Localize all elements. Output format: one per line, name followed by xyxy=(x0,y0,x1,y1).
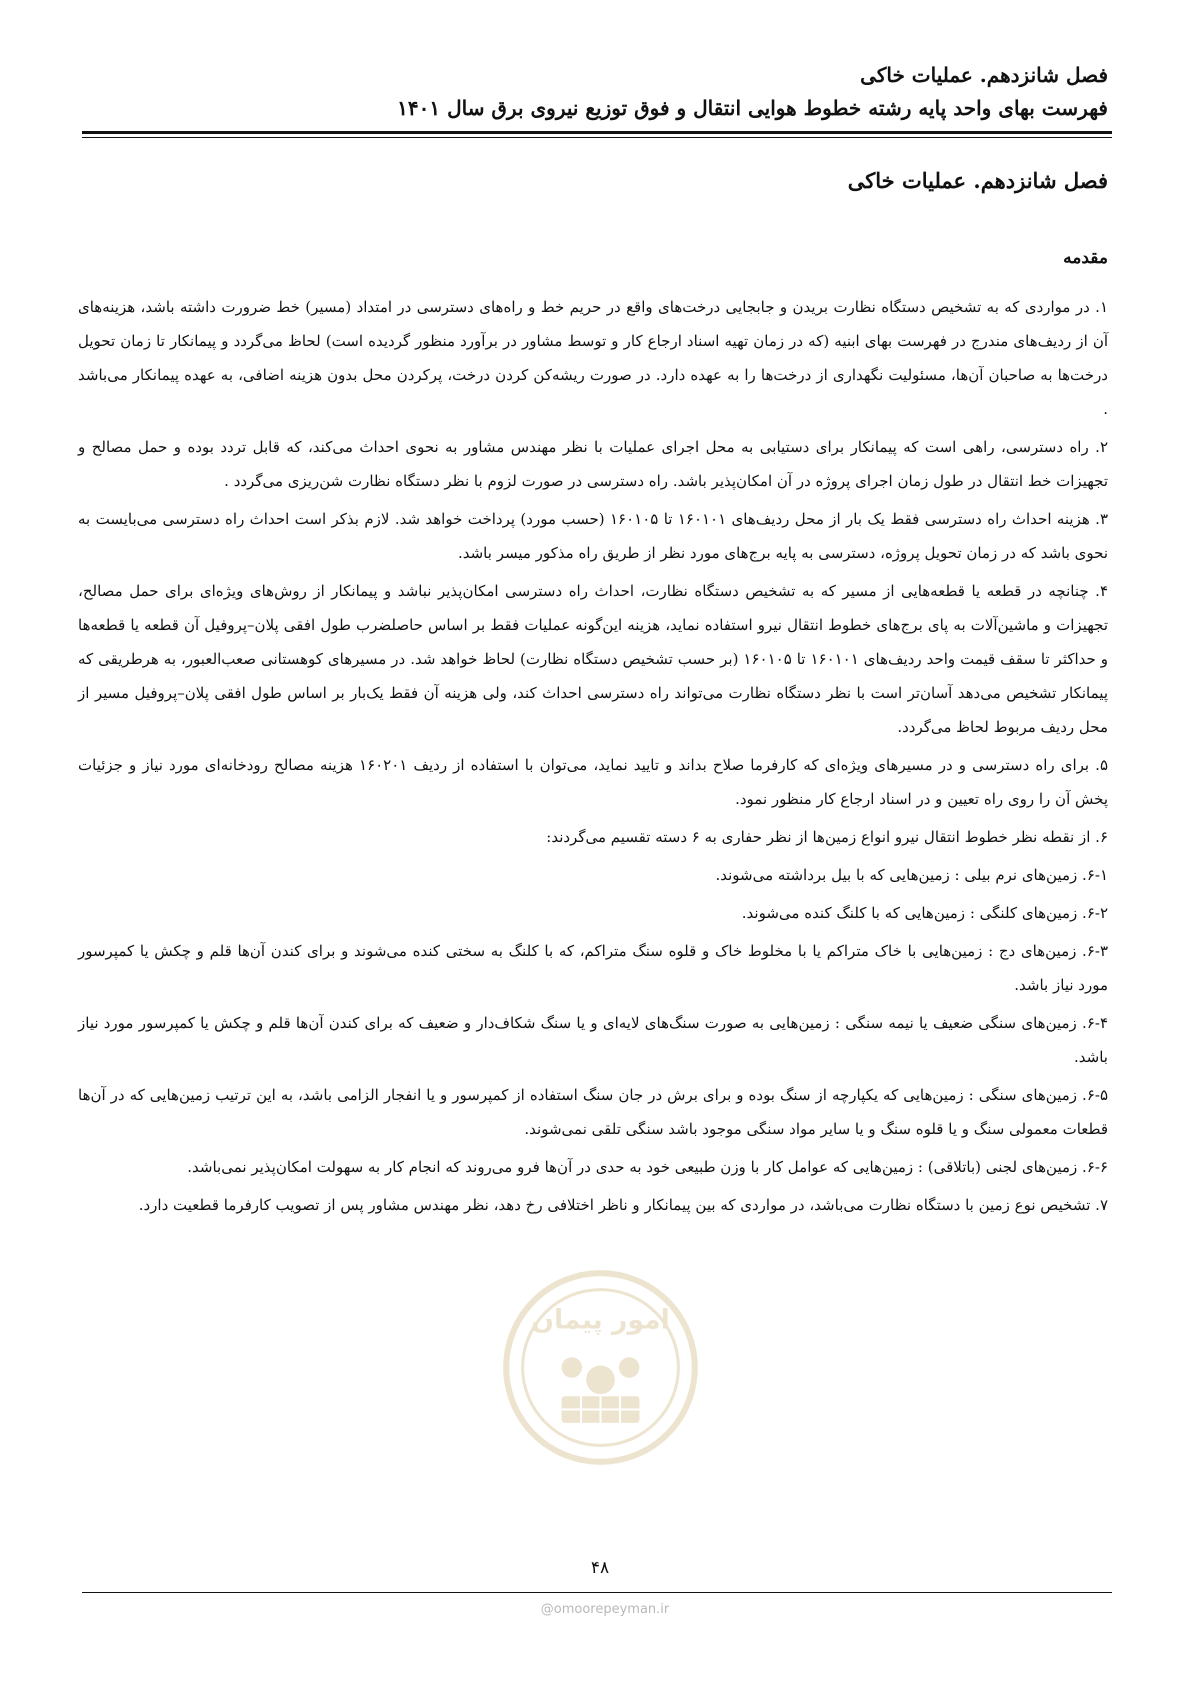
header-rule-thick xyxy=(82,131,1112,134)
paragraph-5: ۵. برای راه دسترسی و در مسیرهای ویژه‌ای که کارفرما صلاح بداند و تایید نماید، می‌توان با استفاده از ردیف ۱۶۰۲۰۱ هزینه مصالح رودخانه‌ای مورد نیاز و جزئیات پخش آن را روی راه تعیین و در اسناد ارجاع کار منظور نمود. xyxy=(78,756,1109,808)
paragraph-1: ۱. در مواردی که به تشخیص دستگاه نظارت بریدن و جابجایی درخت‌های واقع در حریم خط و راه‌های دسترسی در امتداد (مسیر) خط ضرورت داشته باشد، هزینه‌های آن از ردیف‌های مندرج در فهرست بهای ابنیه (که در زمان تهیه اسناد ارجاع کار و توسط مشاور در برآورد منظور گردیده است) لحاظ می‌گردد و پیمانکار تا زمان تحویل درخت‌ها به صاحبان آن‌ها، مسئولیت نگهداری از درخت‌ها را به عهده دارد. در صورت ریشه‌کن کردن درخت، پرکردن محل بدون هزینه اضافی، به عهده پیمانکار می‌باشد . xyxy=(78,298,1108,418)
section-heading-introduction: مقدمه xyxy=(1063,248,1108,268)
paragraph-6-5: ۶-۵. زمین‌های سنگی : زمین‌هایی که یکپارچه از سنگ بوده و برای برش در جان سنگ استفاده از کمپرسور و یا انفجار الزامی باشد، به این ترتیب زمین‌هایی که در آن‌ها قطعات معمولی سنگ و یا قلوه سنگ و یا سایر مواد سنگی موجود باشد سنگی تلقی نمی‌شوند. xyxy=(78,1086,1108,1138)
paragraph-6-3: ۶-۳. زمین‌های دج : زمین‌هایی با خاک متراکم یا با مخلوط خاک و قلوه سنگ متراکم، که با کلنگ به سختی کنده می‌شوند و برای کندن آن‌ها قلم و چکش یا کمپرسور مورد نیاز باشد. xyxy=(78,942,1108,994)
paragraph-6-1: ۶-۱. زمین‌های نرم بیلی : زمین‌هایی که با بیل برداشته می‌شوند. xyxy=(715,866,1108,884)
seal-watermark-icon xyxy=(498,1265,703,1470)
paragraph-6-4: ۶-۴. زمین‌های سنگی ضعیف یا نیمه سنگی : زمین‌هایی به صورت سنگ‌های لایه‌ای و یا سنگ شکاف‌دار و ضعیف که برای کندن آن‌ها قلم و چکش یا کمپرسور مورد نیاز باشد. xyxy=(78,1014,1108,1066)
paragraph-6: ۶. از نقطه نظر خطوط انتقال نیرو انواع زمین‌ها از نظر حفاری به ۶ دسته تقسیم می‌گردند: xyxy=(546,828,1108,846)
paragraph-2: ۲. راه دسترسی، راهی است که پیمانکار برای دستیابی به محل اجرای عملیات با نظر مهندس مشاور به نحوی احداث می‌کند، که قابل تردد بوده و حمل مصالح و تجهیزات خط انتقال در طول زمان اجرای پروژه در آن امکان‌پذیر باشد. راه دسترسی در صورت لزوم با نظر دستگاه نظارت شن‌ریزی می‌گردد . xyxy=(78,438,1108,490)
running-header-chapter: فصل شانزدهم. عملیات خاکی xyxy=(860,63,1108,87)
paragraph-4: ۴. چنانچه در قطعه یا قطعه‌هایی از مسیر که به تشخیص دستگاه نظارت، احداث راه دسترسی امکان‌پذیر نباشد و پیمانکار از روش‌های ویژه‌ای برای حمل مصالح، تجهیزات و ماشین‌آلات به پای برج‌های خطوط انتقال نیرو استفاده نماید، هزینه این‌گونه عملیات فقط بر اساس حاصلضرب طول افقی پلان–پروفیل آن قطعه یا قطعه‌ها و حداکثر تا سقف قیمت واحد ردیف‌های ۱۶۰۱۰۱ تا ۱۶۰۱۰۵ (بر حسب تشخیص دستگاه نظارت) لحاظ خواهد شد. در مسیرهای کوهستانی صعب‌العبور، به هرطریقی که پیمانکار تشخیص می‌دهد آسان‌تر است با نظر دستگاه نظارت می‌تواند راه دسترسی احداث کند، ولی هزینه آن فقط یک‌بار بر اساس طول افقی پلان–پروفیل مسیر از محل ردیف مربوط لحاظ می‌گردد. xyxy=(78,582,1109,736)
footer-rule xyxy=(82,1592,1112,1593)
chapter-title: فصل شانزدهم. عملیات خاکی xyxy=(847,168,1108,193)
page-number: ۴۸ xyxy=(590,1558,610,1578)
paragraph-7: ۷. تشخیص نوع زمین با دستگاه نظارت می‌باشد، در مواردی که بین پیمانکار و ناظر اختلافی رخ دهد، نظر مهندس مشاور پس از تصویب کارفرما قطعیت دارد. xyxy=(138,1196,1108,1214)
body-text xyxy=(78,290,1108,1226)
paragraph-3: ۳. هزینه احداث راه دسترسی فقط یک بار از محل ردیف‌های ۱۶۰۱۰۱ تا ۱۶۰۱۰۵ (حسب مورد) پرداخت خواهد شد. لازم بذکر است احداث راه دسترسی می‌بایست به نحوی باشد که در زمان تحویل پروژه، دسترسی به پایه برج‌های مورد نظر از طریق راه مذکور میسر باشد. xyxy=(78,510,1108,562)
footer-watermark: @omoorepeyman.ir xyxy=(540,1602,670,1617)
seal-text: امور پیمان xyxy=(531,1304,670,1336)
paragraph-6-6: ۶-۶. زمین‌های لجنی (باتلاقی) : زمین‌هایی که عوامل کار با وزن طبیعی خود به حدی در آن‌ها فرو می‌روند که انجام کار به سهولت امکان‌پذیر نمی‌باشد. xyxy=(187,1158,1108,1176)
running-header-catalog-title: فهرست بهای واحد پایه رشته خطوط هوایی انتقال و فوق توزیع نیروی برق سال ۱۴۰۱ xyxy=(397,96,1108,120)
paragraph-6-2: ۶-۲. زمین‌های کلنگی : زمین‌هایی که با کلنگ کنده می‌شوند. xyxy=(741,904,1108,922)
header-rule-thin xyxy=(82,137,1112,138)
